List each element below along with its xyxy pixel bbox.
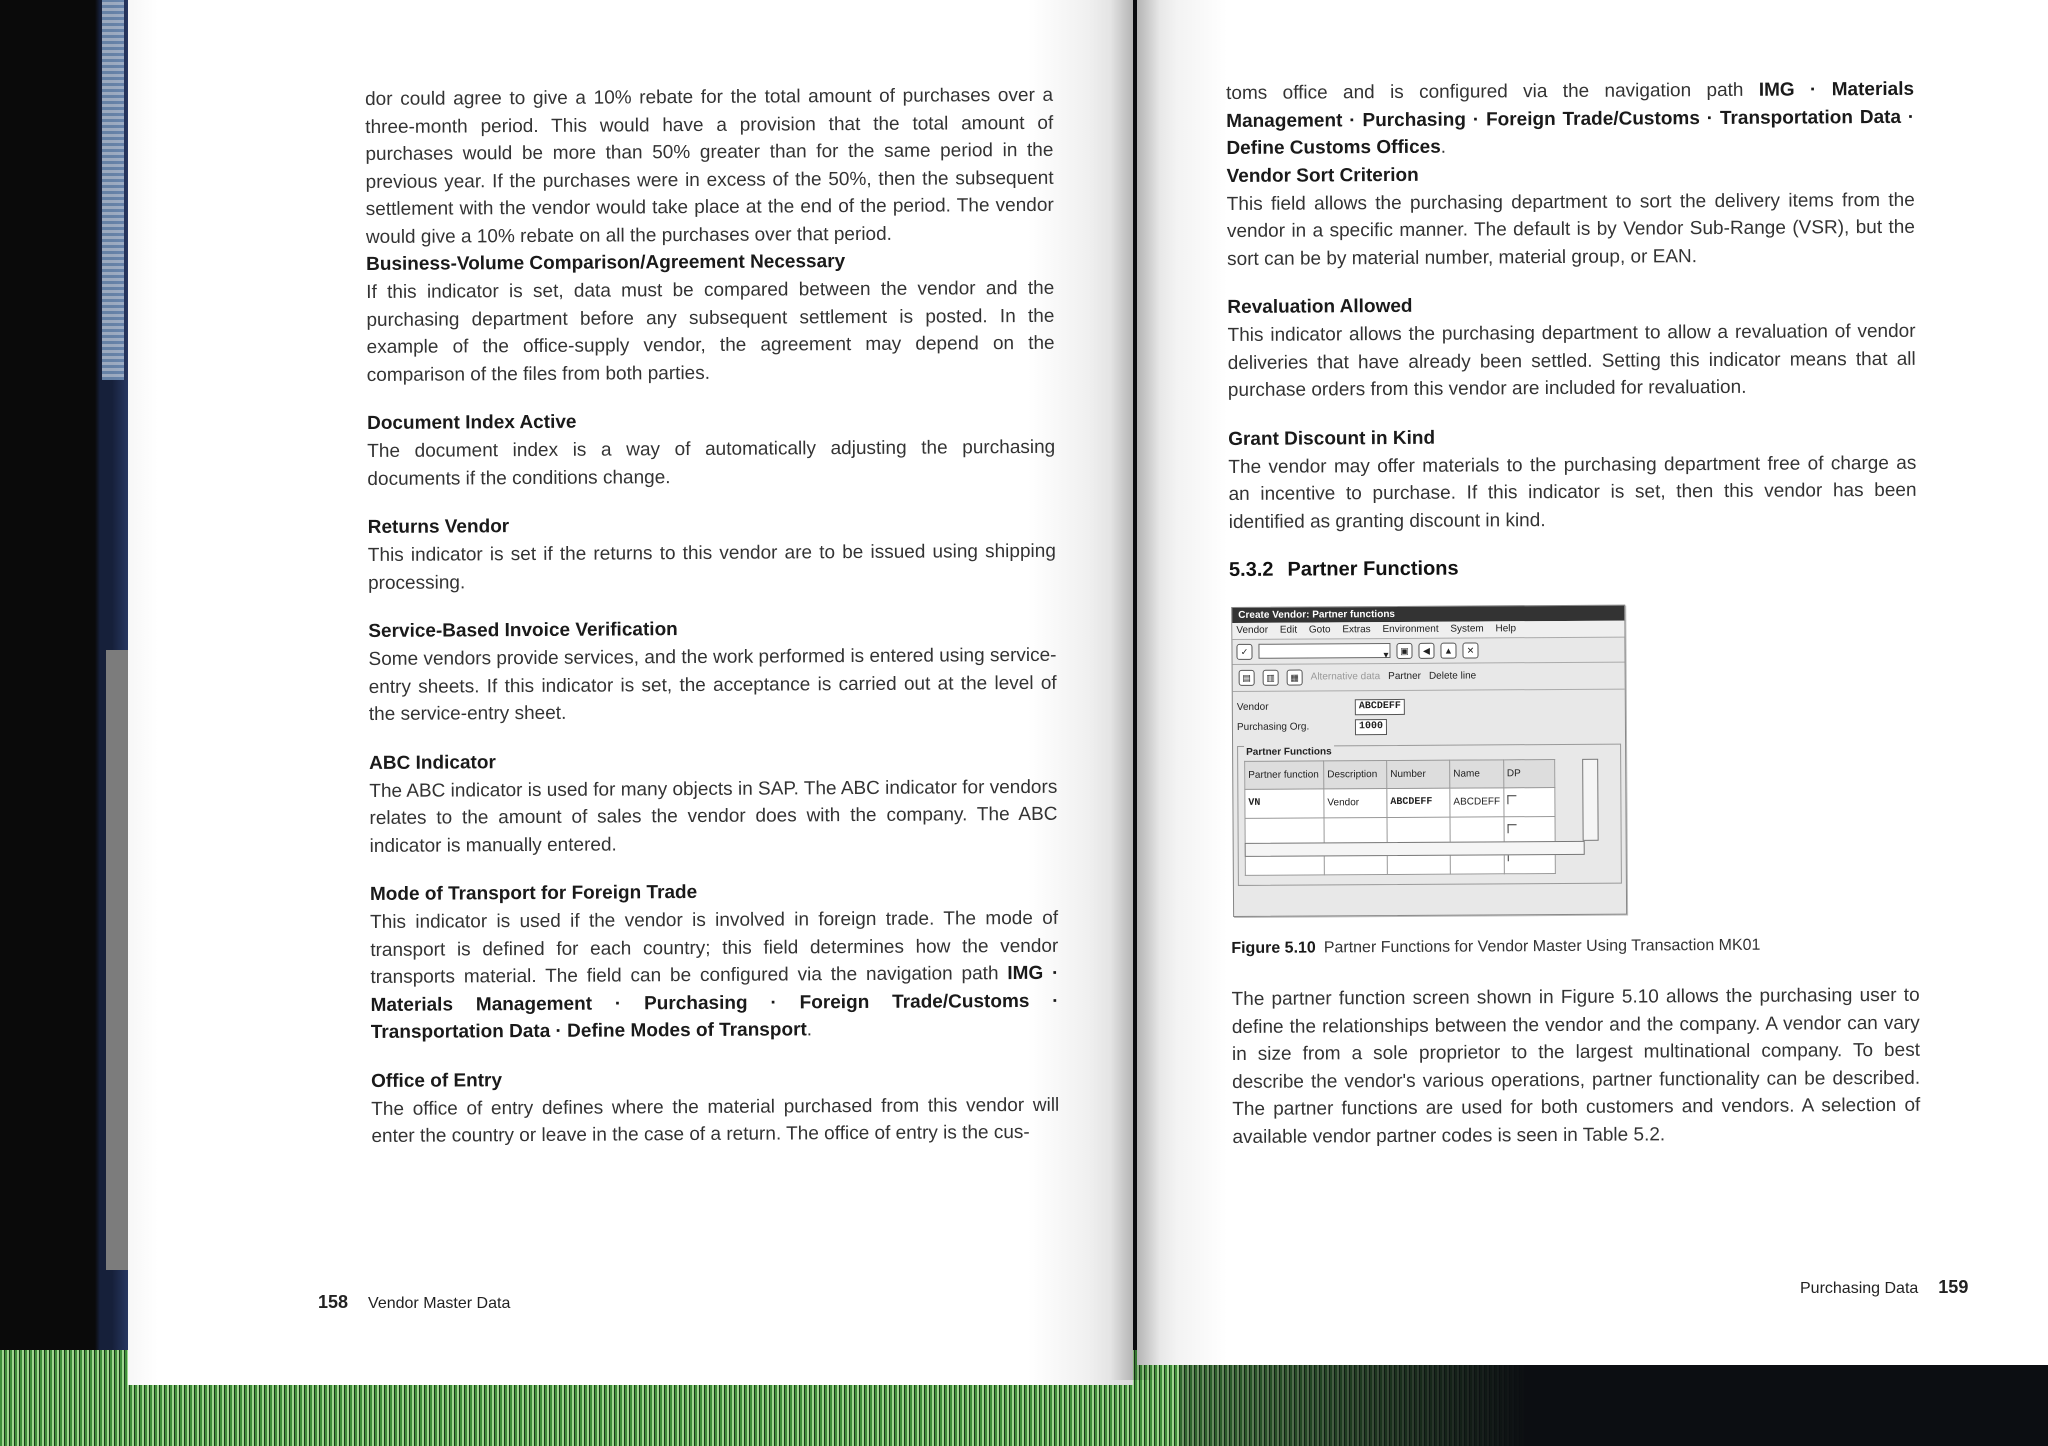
section-text [370,905,1059,1047]
section-text: Some vendors provide services, and the work performed is entered using service-entry sheets. If this indicator is set, the acceptance is carried out at the level of the service-entry sheet. [368,644,1057,725]
section-text: The vendor may offer materials to the purchasing department free of charge as an incentive to purchase. If this indicator is set, then this vendor has been identified as granting discount in kind. [1228,452,1917,533]
subsection-number: 5.3.2 [1228,558,1274,581]
menu-system: System [1450,622,1484,635]
alternative-data-button: Alternative data [1310,670,1381,683]
header-fields [1233,689,1625,737]
page-number: 159 [1938,1277,1969,1297]
paragraph-text: toms office and is configured via the navigation path [1226,79,1759,104]
section-document-index [367,406,1055,493]
purchasing-org-field: 1000 [1355,719,1387,735]
section-revaluation [1227,290,1916,405]
table-icon: ▦ [1287,669,1303,685]
section-vendor-sort [1227,158,1916,273]
column-header: Description [1324,760,1387,789]
section-heading: Revaluation Allowed [1227,295,1413,318]
left-page-column [365,82,1060,1172]
subsection-title: Partner Functions [1287,557,1459,581]
horizontal-scrollbar [1245,840,1585,856]
caption-text: Partner Functions for Vendor Master Using Transaction MK01 [1323,936,1761,956]
section-heading: Mode of Transport for Foreign Trade [369,881,698,905]
continued-paragraph [1226,76,1914,163]
section-mode-of-transport [370,877,1059,1047]
vendor-field: ABCDEFF [1355,698,1405,714]
page-edge-shadow [106,650,128,1270]
sentence-end: . [1440,136,1447,158]
column-header: Name [1450,759,1504,788]
window-title: Create Vendor: Partner functions [1232,605,1624,622]
partner-functions-group [1237,743,1622,885]
section-heading: Returns Vendor [367,516,510,538]
command-field [1258,643,1390,659]
section-discount-in-kind [1228,421,1917,536]
partner-button: Partner [1388,670,1421,682]
sap-screenshot-figure [1231,604,1627,916]
sentence-end: . [806,1019,813,1041]
column-header: DP [1503,759,1554,788]
enter-icon: ✓ [1236,643,1252,659]
section-heading: Business-Volume Comparison/Agreement Necessary [366,251,846,275]
section-heading: Office of Entry [371,1069,503,1092]
section-business-volume [366,247,1055,389]
application-toolbar [1233,662,1625,691]
group-title: Partner Functions [1244,738,1334,766]
vendor-label: Vendor [1236,701,1269,713]
section-heading: Document Index Active [366,411,577,434]
new-icon: ▤ [1239,669,1255,685]
section-text: The ABC indicator is used for many objects in SAP. The ABC indicator for vendors relates to the amount of sales the vendor does with the company. The ABC indicator is manually entered. [369,776,1058,857]
column-header: Number [1387,760,1450,789]
section-text: If this indicator is set, data must be compared between the vendor and the purchasing department before any subsequent settlement is posted. In the example of the office-supply vendor, the agreement may depend on the comparison of the files from both parties. [366,277,1055,386]
section-text: The document index is a way of automatically adjusting the purchasing documents if the conditions change. [367,436,1056,490]
name-cell: ABCDEFF [1450,788,1504,817]
book-gutter [1110,0,1160,1380]
section-heading: Vendor Sort Criterion [1226,164,1419,187]
section-text: The office of entry defines where the material purchased from this vendor will enter the country or leave in the case of a return. The office of entry is the cus- [371,1094,1060,1147]
cancel-icon: ✕ [1462,642,1478,658]
navigation-path: IMG · Materials Management · Purchasing · Foreign Trade/Customs · Transportation Data · Define Modes of Transport [370,962,1059,1043]
purchasing-org-label: Purchasing Org. [1236,721,1310,733]
section-heading: Service-Based Invoice Verification [368,619,678,642]
section-text-body: This indicator is used if the vendor is involved in foreign trade. The mode of transport is defined for each country; this field determines how the vendor transports material. The field can be configured via the navigation path [370,907,1059,988]
subsection-heading [1229,553,1917,585]
description-cell: Vendor [1324,789,1387,818]
section-text: This field allows the purchasing department to sort the delivery items from the vendor in a specific manner. The default is by Vendor Sub-Range (VSR), but the sort can be by material number, material group, or EAN. [1226,189,1915,270]
checkbox-icon [1507,824,1516,833]
number-cell: ABCDEFF [1387,788,1450,817]
section-heading: ABC Indicator [369,751,496,774]
document-icon: ▥ [1263,669,1279,685]
section-text: This indicator allows the purchasing department to allow a revaluation of vendor deliveries that have already been settled. Setting this indicator means that all purchase orders from this vendor are included for revaluation. [1227,320,1916,401]
partner-functions-table [1244,759,1555,876]
navigation-path: IMG · Materials Management · Purchasing · Foreign Trade/Customs · Transportation Data · Define Customs Offices [1226,78,1915,159]
caption-label: Figure 5.10 [1231,938,1316,957]
intro-paragraph: dor could agree to give a 10% rebate for the total amount of purchases over a three-month period. This would have a provision that the total amount of purchases would be more than 50% greater than for the same period in the previous year. If the purchases were in excess of the 50%, then the subsequent settlement with the vendor would take place at the end of the period. The vendor would give a 10% rebate on all the purchases over that period. [365,84,1054,248]
column-header: Partner function [1245,760,1324,789]
left-page-footer [318,1292,510,1313]
section-office-of-entry [371,1063,1059,1150]
vertical-scrollbar [1582,758,1599,840]
back-icon: ◀ [1418,642,1434,658]
menu-extras: Extras [1342,623,1371,635]
right-page-footer [1800,1277,1968,1298]
right-page-column [1226,76,1921,1151]
section-returns-vendor [368,510,1056,597]
running-footer: Vendor Master Data [368,1295,511,1312]
exit-icon: ▲ [1440,642,1456,658]
table-header-row [1245,759,1555,789]
menu-environment: Environment [1382,623,1439,635]
section-heading: Grant Discount in Kind [1228,427,1436,450]
table-row [1245,788,1555,818]
menu-goto: Goto [1308,623,1331,636]
running-footer: Purchasing Data [1800,1280,1919,1297]
partner-function-cell: VN [1245,789,1324,818]
dp-cell [1504,788,1555,817]
section-text: This indicator is set if the returns to this vendor are to be issued using shipping processing. [367,540,1056,594]
section-service-invoice [368,614,1057,729]
purchasing-org-row [1237,715,1621,737]
save-icon: ▣ [1396,642,1412,658]
menu-vendor: Vendor [1236,624,1269,636]
menu-edit: Edit [1279,624,1298,636]
delete-line-button: Delete line [1428,670,1477,682]
closing-paragraph: The partner function screen shown in Figure 5.10 allows the purchasing user to define the relationships between the vendor and the company. A vendor can vary in size from a sole proprietor to the largest multinational company. To best describe the vendor's various operations, partner functionality can be described. The partner functions are used for both customers and vendors. A selection of available vendor partner codes is seen in Table 5.2. [1231,984,1921,1148]
standard-toolbar [1232,637,1624,664]
page-number: 158 [318,1292,349,1312]
checkbox-icon [1507,795,1516,804]
menu-help: Help [1495,622,1517,634]
page-edge-stripes [102,0,124,380]
figure-caption [1231,930,1919,962]
section-abc-indicator [369,745,1058,860]
